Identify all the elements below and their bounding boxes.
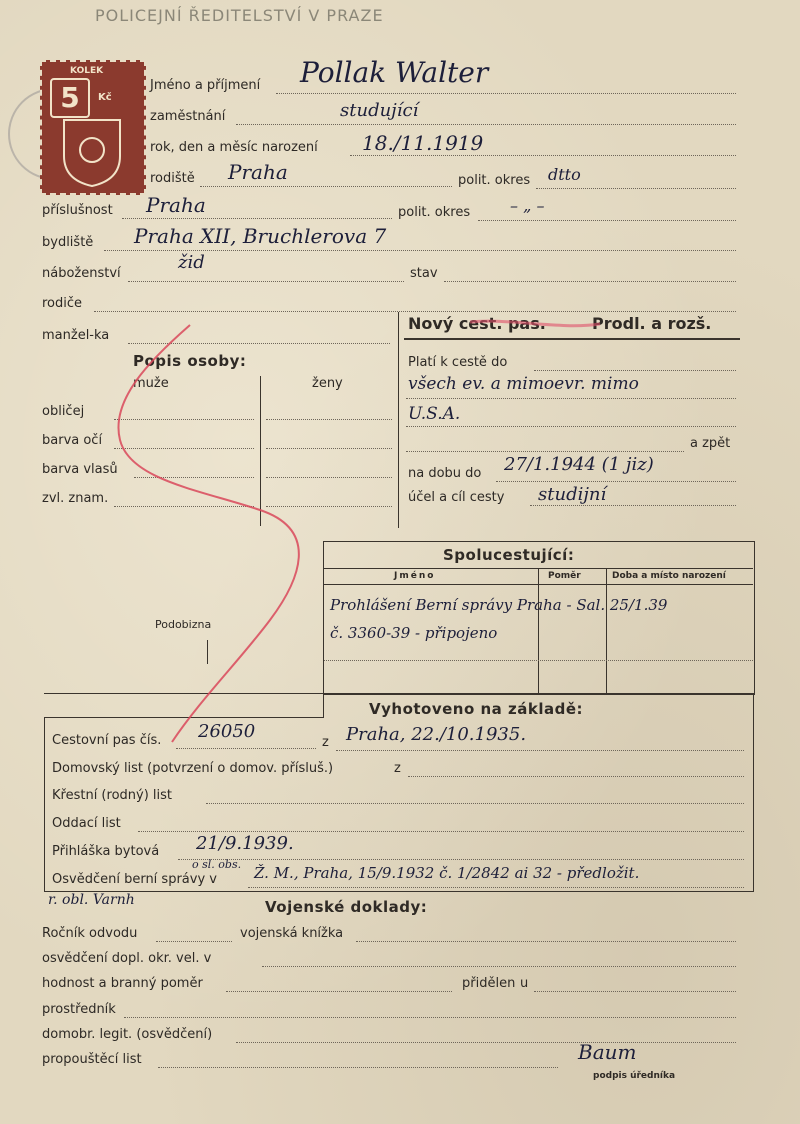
companions-header: Doba a místo narození [612,571,726,581]
rank-label: hodnost a branný poměr [42,976,203,991]
assigned-label: přidělen [462,976,516,991]
tax-value: Ž. M., Praha, 15/9.1932 č. 1/2842 ai 32 - předložit. [254,864,640,882]
extension-heading: Prodl. a rozš. [592,314,712,333]
parents-label: rodiče [42,296,83,311]
tax-overwrite: o sl. obs. [192,858,242,871]
broker-label: prostředník [42,1002,116,1017]
new-passport-heading: Nový cest. pas. [408,314,546,333]
status-label: stav [410,266,438,281]
purpose-label: účel a cíl cesty [408,490,505,505]
signature-label: podpis úředníka [593,1071,676,1081]
period-value: 27/1.1944 (1 jiz) [504,454,654,475]
passport-label: Cestovní pas čís. [52,733,162,748]
companions-header: Poměr [548,571,581,581]
registration-value: 21/9.1939. [196,833,294,854]
companions-header: Jméno [394,571,436,581]
passport-from-value: Praha, 22./10.1935. [346,724,527,745]
period-label: na dobu do [408,466,482,481]
birth-label: rok, den a měsíc narození [150,140,318,155]
occupation-value: studující [340,100,419,121]
description-row: barva vlasů [42,462,118,477]
office-stamp-text: POLICEJNÍ ŘEDITELSTVÍ V PRAZE [95,6,384,25]
description-col-male: muže [133,376,169,391]
assigned-at-label: u [520,976,529,991]
year-label: Ročník odvodu [42,926,138,941]
district-value: dtto [548,165,581,184]
birthplace-value: Praha [228,160,288,184]
return-label: a zpět [690,436,731,451]
passport-value: 26050 [198,721,256,742]
companions-line-1: Prohlášení Berní správy Praha - Sal. 25/1.39 [330,596,668,614]
citizenship-value: Praha [146,193,206,217]
residence-label: bydliště [42,235,94,250]
cert-label: osvědčení dopl. okr. vel. v [42,951,212,966]
companions-title: Spolucestující: [443,546,575,564]
description-col-female: ženy [312,376,343,391]
homeland-from-label: z [394,761,401,776]
occupation-label: zaměstnání [150,109,226,124]
religion-label: náboženství [42,266,121,281]
military-title: Vojenské doklady: [265,898,428,916]
purpose-value: studijní [538,484,607,505]
description-row: barva očí [42,433,103,448]
tax-value-2: r. obl. Varnh [48,892,135,908]
stamp-value: 5 [50,78,90,118]
name-label: Jméno a příjmení [150,78,261,93]
district-label: polit. okres [458,173,531,188]
birth-value: 18./11.1919 [362,131,484,155]
companions-line-2: č. 3360-39 - připojeno [330,624,498,642]
citizenship-district-value: – „ – [510,196,545,215]
spouse-label: manžel-ka [42,328,110,343]
stamp-currency: Kč [98,92,112,103]
description-row: zvl. znam. [42,491,109,506]
baptism-label: Křestní (rodný) list [52,788,173,803]
tax-label: Osvědčení berní správy v [52,872,217,887]
registration-label: Přihláška bytová [52,844,160,859]
homeland-label: Domovský list (potvrzení o domov. přísluš.) [52,761,334,776]
name-value: Pollak Walter [300,56,489,89]
basis-title: Vyhotoveno na základě: [369,700,584,718]
birthplace-label: rodiště [150,171,195,186]
marriage-label: Oddací list [52,816,121,831]
religion-value: žid [178,252,205,273]
passport-from-label: z [322,735,329,750]
valid-label: Platí k cestě do [408,355,508,370]
valid-value-2: U.S.A. [408,404,461,424]
citizenship-label: příslušnost [42,203,113,218]
official-signature: Baum [578,1040,637,1064]
book-label: vojenská knížka [240,926,344,941]
description-row: obličej [42,404,85,419]
legit-label: domobr. legit. (osvědčení) [42,1027,213,1042]
photo-label: Podobizna [155,618,212,631]
residence-value: Praha XII, Bruchlerova 7 [134,224,387,248]
citizenship-district-label: polit. okres [398,205,471,220]
stamp-top-text: KOLEK [70,66,104,76]
description-title: Popis osoby: [133,352,247,370]
discharge-label: propouštěcí list [42,1052,142,1067]
valid-value-1: všech ev. a mimoevr. mimo [408,374,639,394]
